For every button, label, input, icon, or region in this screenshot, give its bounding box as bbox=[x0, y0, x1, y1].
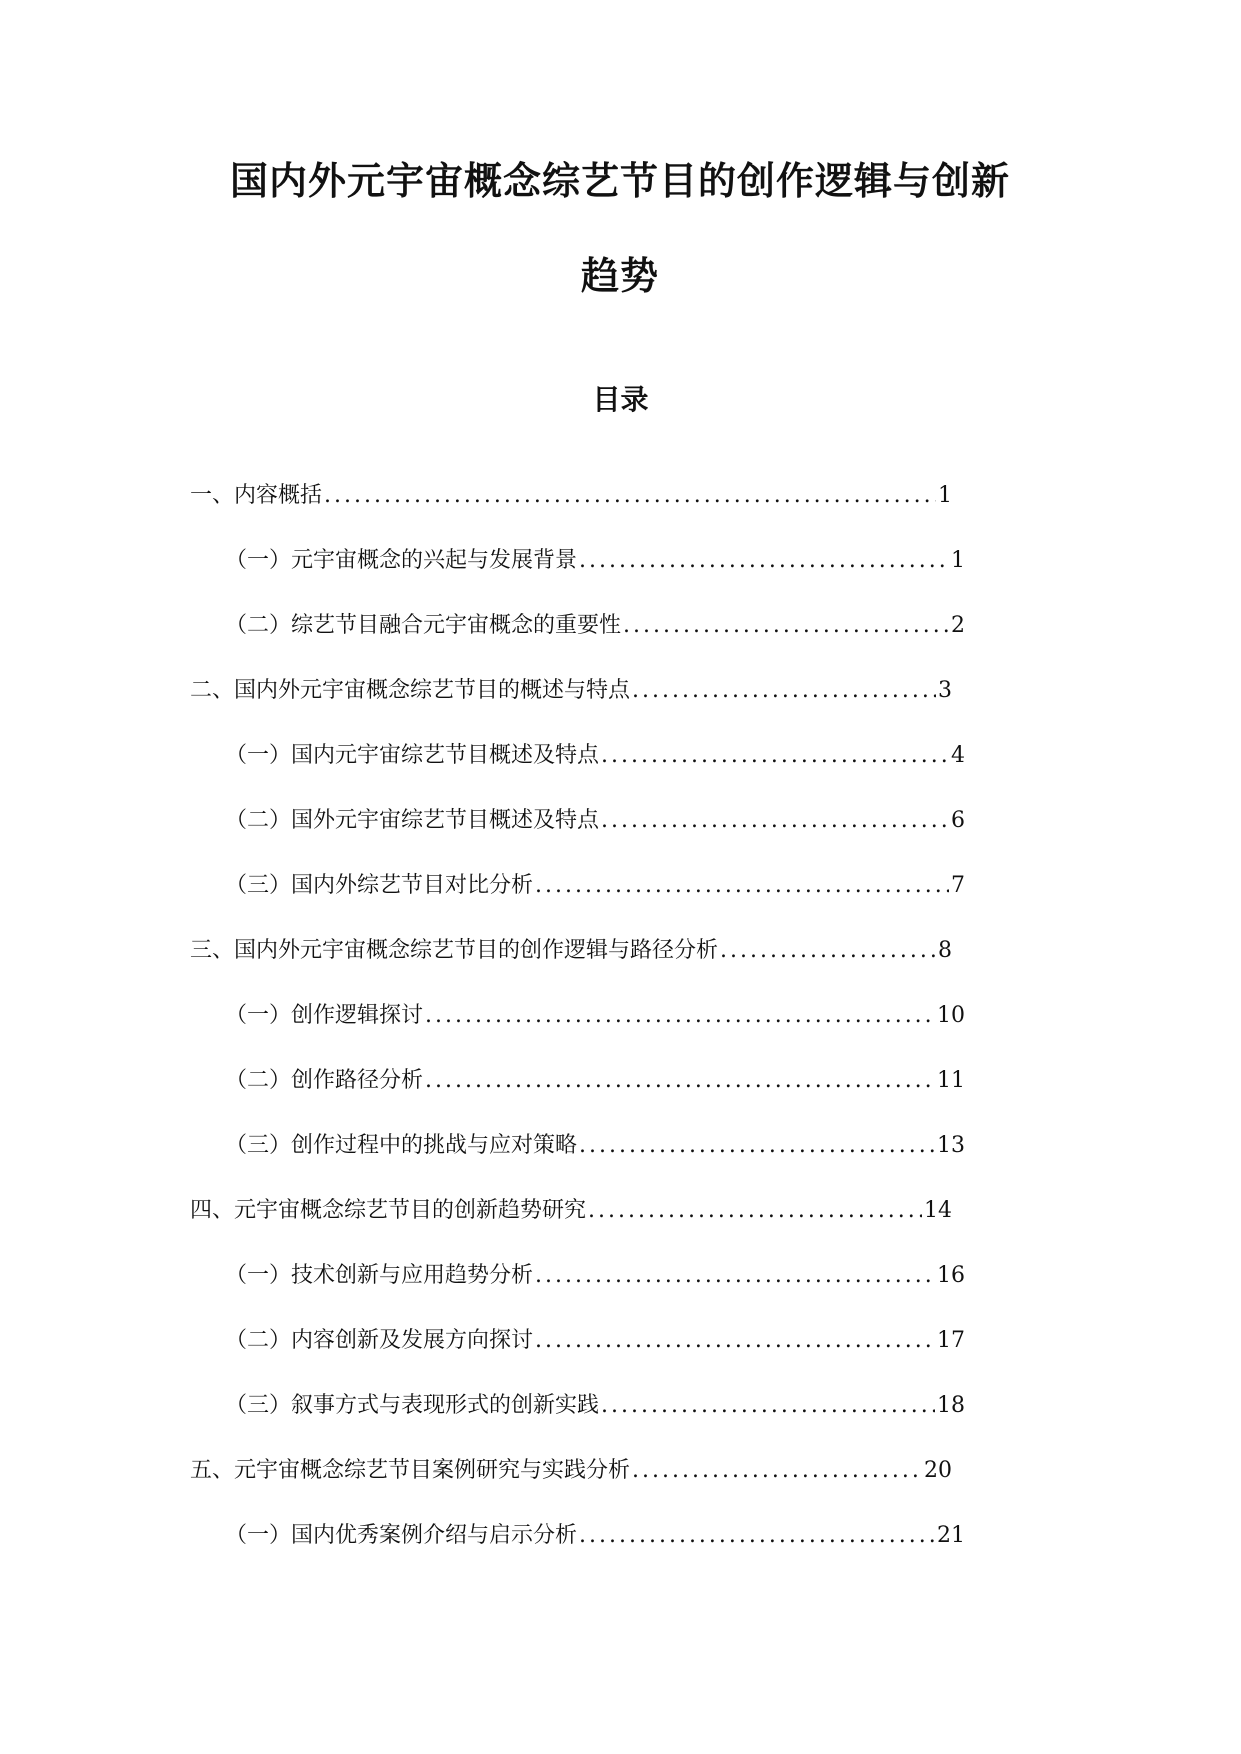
toc-dot-leader bbox=[579, 1132, 935, 1160]
toc-entry[interactable] bbox=[0, 547, 965, 612]
toc-entry[interactable] bbox=[0, 1457, 952, 1522]
toc-entry-page-number: 17 bbox=[937, 1328, 965, 1353]
toc-entry[interactable] bbox=[0, 1067, 965, 1132]
toc-dot-leader bbox=[324, 482, 936, 510]
toc-entry-label: 四、元宇宙概念综艺节目的创新趋势研究 bbox=[190, 1198, 587, 1223]
toc-entry-label: 一、内容概括 bbox=[190, 483, 323, 508]
toc-entry-label: （二）创作路径分析 bbox=[225, 1068, 424, 1093]
toc-entry[interactable] bbox=[0, 677, 952, 742]
toc-dot-leader bbox=[623, 612, 949, 640]
toc-entry-page-number: 7 bbox=[951, 873, 965, 898]
toc-entry[interactable] bbox=[0, 1327, 965, 1392]
toc-dot-leader bbox=[632, 1457, 922, 1485]
toc-dot-leader bbox=[720, 937, 936, 965]
toc-dot-leader bbox=[535, 872, 949, 900]
toc-dot-leader bbox=[425, 1067, 935, 1095]
toc-dot-leader bbox=[425, 1002, 935, 1030]
toc-entry-label: （一）国内优秀案例介绍与启示分析 bbox=[225, 1523, 578, 1548]
toc-entry[interactable] bbox=[0, 742, 965, 807]
toc-entry-page-number: 3 bbox=[938, 678, 952, 703]
toc-entry-label: （二）综艺节目融合元宇宙概念的重要性 bbox=[225, 613, 622, 638]
toc-dot-leader bbox=[535, 1262, 935, 1290]
toc-entry-page-number: 21 bbox=[937, 1523, 965, 1548]
toc-entry-label: （一）国内元宇宙综艺节目概述及特点 bbox=[225, 743, 600, 768]
toc-entry-page-number: 13 bbox=[937, 1133, 965, 1158]
toc-entry-page-number: 6 bbox=[951, 808, 965, 833]
toc-entry-label: 五、元宇宙概念综艺节目案例研究与实践分析 bbox=[190, 1458, 631, 1483]
toc-entry-page-number: 14 bbox=[924, 1198, 952, 1223]
toc-entry[interactable] bbox=[0, 1522, 965, 1587]
toc-entry[interactable] bbox=[0, 1392, 965, 1457]
toc-dot-leader bbox=[601, 807, 949, 835]
toc-entry[interactable] bbox=[0, 1262, 965, 1327]
toc-entry-label: 二、国内外元宇宙概念综艺节目的概述与特点 bbox=[190, 678, 631, 703]
toc-entry[interactable] bbox=[0, 807, 965, 872]
toc-entry-label: （三）国内外综艺节目对比分析 bbox=[225, 873, 534, 898]
toc-entry-label: （三）叙事方式与表现形式的创新实践 bbox=[225, 1393, 600, 1418]
table-of-contents bbox=[0, 482, 1241, 1587]
toc-entry-page-number: 4 bbox=[951, 743, 965, 768]
toc-entry-label: （一）技术创新与应用趋势分析 bbox=[225, 1263, 534, 1288]
toc-entry-page-number: 20 bbox=[924, 1458, 952, 1483]
toc-entry-page-number: 2 bbox=[951, 613, 965, 638]
toc-entry[interactable] bbox=[0, 612, 965, 677]
toc-entry-page-number: 16 bbox=[937, 1263, 965, 1288]
toc-entry[interactable] bbox=[0, 1002, 965, 1067]
toc-entry-label: 三、国内外元宇宙概念综艺节目的创作逻辑与路径分析 bbox=[190, 938, 719, 963]
document-title-line-2: 趋势 bbox=[580, 254, 659, 298]
toc-entry-page-number: 1 bbox=[938, 483, 952, 508]
toc-entry-label: （一）创作逻辑探讨 bbox=[225, 1003, 424, 1028]
toc-entry[interactable] bbox=[0, 937, 952, 1002]
toc-entry[interactable] bbox=[0, 482, 952, 547]
toc-entry-label: （三）创作过程中的挑战与应对策略 bbox=[225, 1133, 578, 1158]
toc-dot-leader bbox=[588, 1197, 922, 1225]
toc-entry-page-number: 11 bbox=[937, 1068, 965, 1093]
toc-dot-leader bbox=[601, 1392, 935, 1420]
toc-dot-leader bbox=[535, 1327, 935, 1355]
toc-heading: 目录 bbox=[592, 383, 649, 416]
toc-dot-leader bbox=[632, 677, 936, 705]
toc-entry-page-number: 8 bbox=[938, 938, 952, 963]
document-title-line-1: 国内外元宇宙概念综艺节目的创作逻辑与创新 bbox=[229, 159, 1010, 203]
toc-entry[interactable] bbox=[0, 872, 965, 937]
toc-entry[interactable] bbox=[0, 1197, 952, 1262]
toc-entry-page-number: 10 bbox=[937, 1003, 965, 1028]
toc-dot-leader bbox=[601, 742, 949, 770]
toc-dot-leader bbox=[579, 1522, 935, 1550]
toc-entry[interactable] bbox=[0, 1132, 965, 1197]
toc-entry-label: （二）内容创新及发展方向探讨 bbox=[225, 1328, 534, 1353]
toc-entry-label: （二）国外元宇宙综艺节目概述及特点 bbox=[225, 808, 600, 833]
toc-entry-label: （一）元宇宙概念的兴起与发展背景 bbox=[225, 548, 578, 573]
toc-entry-page-number: 1 bbox=[951, 548, 965, 573]
toc-dot-leader bbox=[579, 547, 949, 575]
toc-entry-page-number: 18 bbox=[937, 1393, 965, 1418]
